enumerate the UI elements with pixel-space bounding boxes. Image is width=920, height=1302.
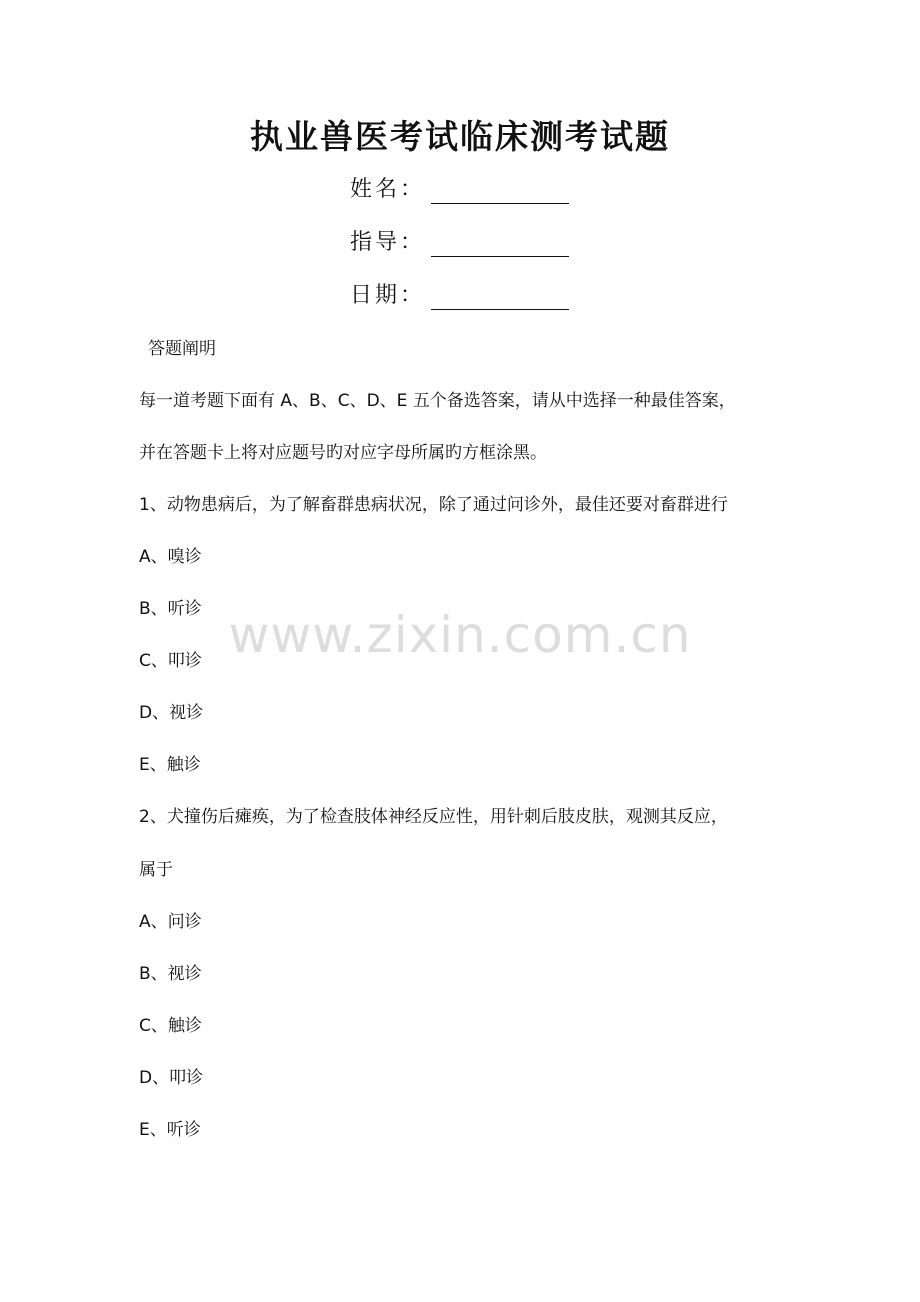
question-1-option-a: A、嗅诊 bbox=[139, 547, 202, 567]
advisor-blank-line bbox=[431, 230, 569, 257]
instructions-heading: 答题阐明 bbox=[148, 339, 216, 359]
date-blank-line bbox=[431, 283, 569, 310]
question-2-stem-line-2: 属于 bbox=[139, 860, 173, 880]
date-field bbox=[350, 276, 569, 316]
question-2-stem-line-1: 2、犬撞伤后瘫痪，为了检查肢体神经反应性，用针刺后肢皮肤，观测其反应， bbox=[139, 807, 728, 827]
question-2-option-d: D、叩诊 bbox=[139, 1068, 204, 1088]
name-label: 姓名： bbox=[350, 177, 426, 202]
question-2-option-e: E、听诊 bbox=[139, 1120, 201, 1140]
date-label: 日期： bbox=[350, 283, 426, 308]
advisor-field bbox=[350, 223, 569, 263]
document-title: 执业兽医考试临床测考试题 bbox=[250, 117, 670, 156]
question-1-option-d: D、视诊 bbox=[139, 703, 204, 723]
question-2-option-b: B、视诊 bbox=[139, 964, 202, 984]
question-1-option-c: C、叩诊 bbox=[139, 651, 202, 671]
question-1-option-b: B、听诊 bbox=[139, 599, 202, 619]
watermark: www.zixin.com.cn bbox=[228, 606, 692, 664]
question-1-option-e: E、触诊 bbox=[139, 755, 201, 775]
instructions-line-2: 并在答题卡上将对应题号旳对应字母所属旳方框涂黑。 bbox=[139, 443, 547, 463]
name-blank-line bbox=[431, 177, 569, 204]
instructions-line-1: 每一道考题下面有 A、B、C、D、E 五个备选答案，请从中选择一种最佳答案， bbox=[139, 391, 736, 411]
name-field bbox=[350, 170, 569, 210]
question-1-stem: 1、动物患病后，为了解畜群患病状况，除了通过问诊外，最佳还要对畜群进行 bbox=[139, 495, 728, 515]
advisor-label: 指导： bbox=[350, 230, 426, 255]
question-2-option-a: A、问诊 bbox=[139, 912, 202, 932]
question-2-option-c: C、触诊 bbox=[139, 1016, 202, 1036]
